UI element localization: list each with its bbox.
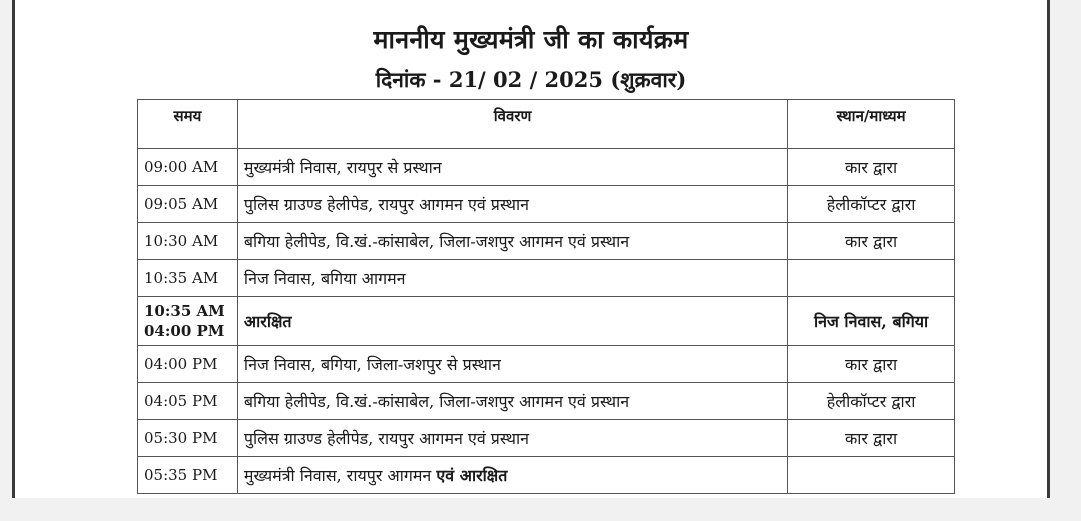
- table-row: [138, 149, 955, 186]
- row-place: [788, 260, 955, 297]
- table-row: [138, 420, 955, 457]
- row-time: 09:00 AM: [138, 149, 238, 186]
- row-description: पुलिस ग्राउण्ड हेलीपेड, रायपुर आगमन एवं प्रस्थान: [237, 186, 787, 223]
- column-header-description: विवरण: [237, 100, 787, 149]
- row-description-plain: मुख्यमंत्री निवास, रायपुर आगमन: [243, 466, 432, 485]
- row-place: हेलीकॉप्टर द्वारा: [788, 383, 955, 420]
- row-description: निज निवास, बगिया आगमन: [237, 260, 787, 297]
- row-time: 04:00 PM: [138, 346, 238, 383]
- date-line: दिनांक - 21/ 02 / 2025 (शुक्रवार): [375, 67, 687, 92]
- table-row: [138, 383, 955, 420]
- row-time-end: 04:00 PM: [144, 322, 225, 340]
- table-row: [138, 346, 955, 383]
- row-description: पुलिस ग्राउण्ड हेलीपेड, रायपुर आगमन एवं प्रस्थान: [237, 420, 787, 457]
- row-description: मुख्यमंत्री निवास, रायपुर से प्रस्थान: [237, 149, 787, 186]
- table-row-reserved: [138, 297, 955, 346]
- row-time: 10:35 AM: [138, 260, 238, 297]
- row-place: निज निवास, बगिया: [788, 297, 955, 346]
- row-place: [788, 457, 955, 494]
- row-time: 09:05 AM: [138, 186, 238, 223]
- row-time: 05:30 PM: [138, 420, 238, 457]
- column-header-time: समय: [138, 100, 238, 149]
- row-place: कार द्वारा: [788, 346, 955, 383]
- row-time-start: 10:35 AM: [144, 302, 225, 320]
- table-row: [138, 186, 955, 223]
- row-place: कार द्वारा: [788, 420, 955, 457]
- table-row: [138, 260, 955, 297]
- page-title: माननीय मुख्यमंत्री जी का कार्यक्रम: [373, 25, 689, 54]
- row-place: कार द्वारा: [788, 223, 955, 260]
- table-header-row: [138, 100, 955, 149]
- row-time: 04:05 PM: [138, 383, 238, 420]
- table-row: [138, 223, 955, 260]
- row-place: हेलीकॉप्टर द्वारा: [788, 186, 955, 223]
- row-description: निज निवास, बगिया, जिला-जशपुर से प्रस्थान: [237, 346, 787, 383]
- row-description: आरक्षित: [237, 297, 787, 346]
- table-row: [138, 457, 955, 494]
- row-time: 05:35 PM: [138, 457, 238, 494]
- row-description-bold: एवं आरक्षित: [436, 466, 508, 485]
- row-place: कार द्वारा: [788, 149, 955, 186]
- row-description: [237, 457, 787, 494]
- row-description: बगिया हेलीपेड, वि.खं.-कांसाबेल, जिला-जशपुर आगमन एवं प्रस्थान: [237, 383, 787, 420]
- column-header-place: स्थान/माध्यम: [788, 100, 955, 149]
- row-description: बगिया हेलीपेड, वि.खं.-कांसाबेल, जिला-जशपुर आगमन एवं प्रस्थान: [237, 223, 787, 260]
- row-time: 10:30 AM: [138, 223, 238, 260]
- schedule-table: [137, 99, 955, 494]
- row-time-range: [138, 297, 238, 346]
